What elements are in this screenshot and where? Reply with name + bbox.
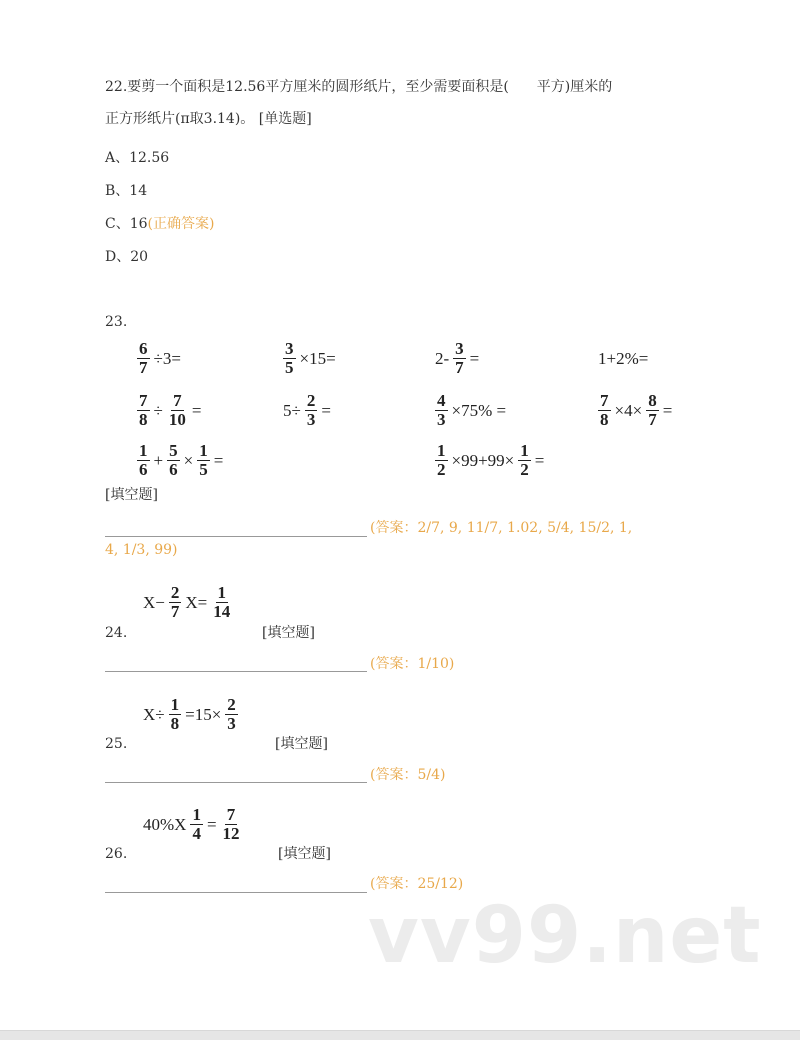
q26-expression	[143, 806, 246, 843]
numerator: 1	[139, 441, 148, 460]
q23-number: 23.	[105, 314, 128, 330]
answer-blank[interactable]	[105, 671, 367, 672]
q23-expression	[133, 340, 181, 377]
option-label: B、14	[105, 183, 148, 199]
denominator: 7	[455, 358, 464, 377]
denominator: 7	[648, 410, 657, 429]
fraction	[167, 442, 180, 479]
answer-blank[interactable]	[105, 536, 367, 537]
q23-expression	[283, 392, 331, 429]
denominator: 4	[192, 824, 201, 843]
q26-type: [填空题]	[278, 846, 331, 862]
q25-number: 25.	[105, 736, 128, 752]
numerator: 4	[437, 391, 446, 410]
expr-text: =15×	[185, 705, 222, 724]
fraction	[435, 442, 448, 479]
q23-answer-line1: (答案：2/7, 9, 11/7, 1.02, 5/4, 15/2, 1,	[370, 520, 633, 536]
q23-expression	[598, 349, 648, 368]
denominator: 5	[285, 358, 294, 377]
answer-blank[interactable]	[105, 782, 367, 783]
denominator: 2	[520, 460, 529, 479]
expr-text: =	[206, 815, 217, 834]
q23-expression	[279, 340, 336, 377]
denominator: 3	[227, 714, 236, 733]
fraction	[221, 806, 242, 843]
fraction	[598, 392, 611, 429]
q22-option-c[interactable]	[105, 216, 214, 233]
expr-text: 1+2%=	[598, 349, 649, 368]
expr-text: ÷	[153, 401, 163, 420]
expr-text: 40%X	[143, 815, 187, 834]
q26-answer: (答案：25/12)	[370, 876, 464, 892]
expr-text: ×4×	[614, 401, 643, 420]
expr-text: =	[469, 349, 480, 368]
numerator: 1	[170, 695, 180, 714]
denominator: 6	[139, 460, 148, 479]
expr-text: ×	[183, 451, 194, 470]
fraction	[305, 392, 318, 429]
option-label: A、12.56	[105, 150, 170, 166]
denominator: 14	[213, 602, 231, 621]
expr-text: +	[153, 451, 164, 470]
denominator: 10	[168, 410, 186, 429]
numerator: 6	[139, 339, 148, 358]
expr-text: ×99+99×	[451, 451, 515, 470]
q23-expression	[431, 442, 544, 479]
expr-text: 5÷	[283, 401, 301, 420]
fraction	[167, 392, 188, 429]
numerator: 1	[199, 441, 208, 460]
denominator: 8	[170, 714, 180, 733]
numerator: 7	[173, 391, 182, 410]
denominator: 8	[600, 410, 609, 429]
numerator: 2	[306, 391, 316, 410]
numerator: 5	[169, 441, 178, 460]
expr-text: =	[534, 451, 545, 470]
fraction	[211, 584, 232, 621]
expr-text: ÷3=	[153, 349, 181, 368]
denominator: 8	[139, 410, 148, 429]
expr-text: ×15=	[299, 349, 336, 368]
numerator: 7	[600, 391, 609, 410]
q23-expression	[133, 392, 201, 429]
q22-option-a[interactable]	[105, 150, 169, 167]
fraction	[137, 340, 150, 377]
denominator: 2	[437, 460, 446, 479]
denominator: 7	[170, 602, 180, 621]
q25-answer: (答案：5/4)	[370, 767, 446, 783]
fraction	[197, 442, 210, 479]
denominator: 12	[222, 824, 240, 843]
numerator: 7	[226, 805, 236, 824]
q22-text-line1: 22.要剪一个面积是12.56平方厘米的圆形纸片，至少需要面积是( 平方)厘米的	[105, 79, 613, 95]
q22-option-b[interactable]	[105, 183, 147, 200]
q23-expression	[435, 340, 479, 377]
q23-answer-line2: 4, 1/3, 99)	[105, 542, 178, 558]
fraction	[190, 806, 203, 843]
q23-expression	[431, 392, 506, 429]
fraction	[137, 392, 150, 429]
numerator: 1	[192, 805, 201, 824]
fraction	[225, 696, 238, 733]
q24-answer: (答案：1/10)	[370, 656, 455, 672]
fraction	[646, 392, 659, 429]
numerator: 1	[217, 583, 226, 602]
expr-text: X÷	[143, 705, 165, 724]
denominator: 6	[169, 460, 178, 479]
q24-expression	[143, 584, 236, 621]
fraction	[169, 584, 182, 621]
fraction	[518, 442, 531, 479]
q24-number: 24.	[105, 625, 128, 641]
expr-text: 2-	[435, 349, 450, 368]
q25-expression	[143, 696, 242, 733]
expr-text: =	[191, 401, 202, 420]
expr-text: =	[213, 451, 224, 470]
correct-answer-note: (正确答案)	[147, 216, 215, 232]
fraction	[453, 340, 466, 377]
fraction	[169, 696, 182, 733]
numerator: 3	[285, 339, 294, 358]
numerator: 3	[455, 339, 464, 358]
fraction	[435, 392, 448, 429]
numerator: 7	[139, 391, 148, 410]
q23-expression	[594, 392, 672, 429]
q26-number: 26.	[105, 846, 128, 862]
numerator: 2	[227, 695, 236, 714]
denominator: 3	[437, 410, 446, 429]
q22-text-line2: 正方形纸片(π取3.14)。 [单选题]	[105, 111, 312, 127]
q23-expression	[133, 442, 223, 479]
watermark: vv99.net	[368, 891, 762, 981]
expr-text: X−	[143, 593, 165, 612]
q22-option-d[interactable]	[105, 249, 148, 266]
option-label: C、16	[105, 216, 148, 232]
expr-text: ×75% =	[451, 401, 507, 420]
numerator: 2	[170, 583, 180, 602]
expr-text: =	[662, 401, 673, 420]
expr-text: =	[321, 401, 331, 420]
denominator: 3	[306, 410, 316, 429]
fraction	[137, 442, 150, 479]
numerator: 8	[648, 391, 657, 410]
option-label: D、20	[105, 249, 149, 265]
numerator: 1	[437, 441, 446, 460]
answer-blank[interactable]	[105, 892, 367, 893]
denominator: 7	[139, 358, 148, 377]
q23-type: [填空题]	[105, 487, 158, 503]
fraction	[283, 340, 296, 377]
expr-text: X=	[185, 593, 208, 612]
numerator: 1	[520, 441, 529, 460]
q24-type: [填空题]	[262, 625, 315, 641]
q25-type: [填空题]	[275, 736, 328, 752]
denominator: 5	[199, 460, 208, 479]
